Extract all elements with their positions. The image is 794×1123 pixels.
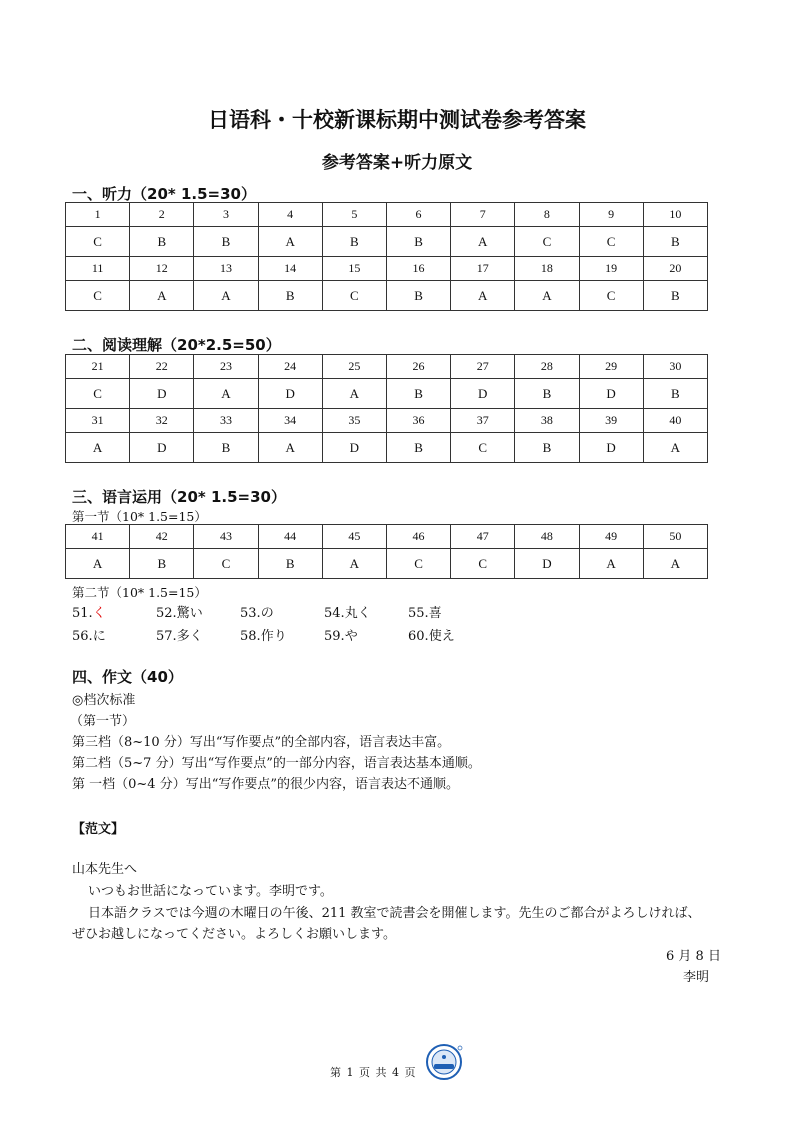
question-number-cell: 1 — [66, 203, 130, 227]
answer-cell: B — [386, 227, 450, 257]
question-number-row — [66, 203, 708, 227]
answer-cell: D — [579, 379, 643, 409]
grade-line: 第 一档（0~4 分）写出“写作要点”的很少内容，语言表达不通顺。 — [72, 777, 459, 792]
question-number-cell: 48 — [515, 525, 579, 549]
question-number-cell: 26 — [386, 355, 450, 379]
question-number-cell: 47 — [451, 525, 515, 549]
fill-item: 60.使え — [408, 629, 455, 644]
answer-cell: B — [515, 433, 579, 463]
answer-cell: A — [451, 281, 515, 311]
question-number-cell: 12 — [130, 257, 194, 281]
answer-cell: A — [515, 281, 579, 311]
question-number-cell: 42 — [130, 525, 194, 549]
question-number-cell: 33 — [194, 409, 258, 433]
question-number-cell: 49 — [579, 525, 643, 549]
letter-line: 日本語クラスでは今週の木曜日の午後、211 教室で読書会を開催します。先生のご都合がよろしければ、 — [88, 906, 701, 921]
question-number-cell: 17 — [451, 257, 515, 281]
question-number-row — [66, 409, 708, 433]
answer-cell: D — [451, 379, 515, 409]
criteria-part-label: （第一节） — [70, 714, 136, 729]
letter-line: いつもお世話になっています。李明です。 — [88, 884, 333, 899]
answer-cell: D — [515, 549, 579, 579]
question-number-cell: 37 — [451, 409, 515, 433]
answer-cell: A — [322, 549, 386, 579]
answer-cell: B — [643, 281, 707, 311]
answer-cell: A — [194, 379, 258, 409]
answer-cell: C — [451, 433, 515, 463]
question-number-cell: 23 — [194, 355, 258, 379]
answer-cell: D — [130, 379, 194, 409]
question-number-cell: 14 — [258, 257, 322, 281]
answer-cell: A — [66, 549, 130, 579]
question-number-cell: 11 — [66, 257, 130, 281]
document-subtitle: 参考答案+听力原文 — [321, 153, 473, 173]
answer-cell: A — [194, 281, 258, 311]
fill-item: 59.や — [324, 629, 358, 644]
section3-part1-label: 第一节（10* 1.5=15） — [72, 509, 207, 524]
answer-cell: C — [386, 549, 450, 579]
question-number-cell: 7 — [451, 203, 515, 227]
answer-cell: B — [322, 227, 386, 257]
page-number: 第 1 页 共 4 页 — [330, 1066, 417, 1079]
answer-cell: B — [515, 379, 579, 409]
question-number-cell: 8 — [515, 203, 579, 227]
fill-in-answers — [72, 602, 572, 648]
section-reading-heading: 二、阅读理解（20*2.5=50） — [72, 336, 281, 354]
criteria-label: ◎档次标准 — [72, 693, 136, 708]
answer-cell: B — [194, 227, 258, 257]
listening-answer-table — [65, 202, 708, 311]
question-number-row — [66, 525, 708, 549]
answer-row — [66, 227, 708, 257]
question-number-cell: 2 — [130, 203, 194, 227]
question-number-cell: 38 — [515, 409, 579, 433]
question-number-cell: 18 — [515, 257, 579, 281]
answer-cell: C — [66, 379, 130, 409]
answer-cell: B — [258, 549, 322, 579]
question-number-cell: 29 — [579, 355, 643, 379]
section-writing-heading: 四、作文（40） — [72, 668, 183, 686]
reading-answer-table — [65, 354, 708, 463]
answer-cell: B — [258, 281, 322, 311]
fill-item: 57.多く — [156, 629, 203, 644]
fill-item: 58.作り — [240, 629, 287, 644]
letter-greeting: 山本先生へ — [72, 862, 138, 877]
fill-item: 55.喜 — [408, 606, 442, 621]
answer-cell: A — [643, 549, 707, 579]
question-number-cell: 39 — [579, 409, 643, 433]
answer-cell: C — [66, 281, 130, 311]
answer-row — [66, 433, 708, 463]
section-language-heading: 三、语言运用（20* 1.5=30） — [72, 488, 286, 506]
question-number-cell: 16 — [386, 257, 450, 281]
answer-cell: B — [130, 227, 194, 257]
sample-essay-label: 【范文】 — [72, 822, 125, 837]
fill-item: 54.丸く — [324, 606, 371, 621]
letter-signature: 李明 — [683, 970, 710, 985]
answer-cell: C — [579, 281, 643, 311]
question-number-cell: 35 — [322, 409, 386, 433]
answer-cell: C — [194, 549, 258, 579]
question-number-cell: 46 — [386, 525, 450, 549]
answer-cell: D — [579, 433, 643, 463]
fill-row — [72, 625, 572, 648]
answer-cell: C — [579, 227, 643, 257]
answer-cell: C — [66, 227, 130, 257]
section3-part2-label: 第二节（10* 1.5=15） — [72, 585, 207, 600]
grade-line: 第二档（5~7 分）写出“写作要点”的一部分内容，语言表达基本通顺。 — [72, 756, 481, 771]
fill-item: 52.驚い — [156, 606, 203, 621]
question-number-row — [66, 257, 708, 281]
answer-cell: B — [643, 227, 707, 257]
question-number-cell: 5 — [322, 203, 386, 227]
question-number-cell: 40 — [643, 409, 707, 433]
question-number-row — [66, 355, 708, 379]
fill-item: 56.に — [72, 629, 106, 644]
question-number-cell: 6 — [386, 203, 450, 227]
question-number-cell: 22 — [130, 355, 194, 379]
answer-row — [66, 379, 708, 409]
document-title: 日语科・十校新课标期中测试卷参考答案 — [208, 108, 586, 132]
question-number-cell: 4 — [258, 203, 322, 227]
publisher-logo-icon — [424, 1042, 464, 1082]
letter-date: 6 月 8 日 — [666, 949, 721, 964]
question-number-cell: 10 — [643, 203, 707, 227]
answer-cell: A — [258, 227, 322, 257]
answer-cell: B — [643, 379, 707, 409]
answer-cell: A — [322, 379, 386, 409]
question-number-cell: 28 — [515, 355, 579, 379]
fill-row — [72, 602, 572, 625]
question-number-cell: 24 — [258, 355, 322, 379]
answer-cell: A — [643, 433, 707, 463]
answer-cell: B — [386, 379, 450, 409]
answer-cell: C — [515, 227, 579, 257]
answer-cell: B — [194, 433, 258, 463]
answer-cell: D — [258, 379, 322, 409]
question-number-cell: 20 — [643, 257, 707, 281]
answer-cell: A — [66, 433, 130, 463]
answer-row — [66, 549, 708, 579]
answer-cell: B — [386, 433, 450, 463]
question-number-cell: 34 — [258, 409, 322, 433]
question-number-cell: 43 — [194, 525, 258, 549]
language-answer-table — [65, 524, 708, 579]
question-number-cell: 27 — [451, 355, 515, 379]
question-number-cell: 41 — [66, 525, 130, 549]
answer-cell: C — [322, 281, 386, 311]
section-listening-heading: 一、听力（20* 1.5=30） — [72, 185, 256, 203]
question-number-cell: 30 — [643, 355, 707, 379]
answer-cell: A — [451, 227, 515, 257]
question-number-cell: 31 — [66, 409, 130, 433]
question-number-cell: 25 — [322, 355, 386, 379]
question-number-cell: 50 — [643, 525, 707, 549]
question-number-cell: 45 — [322, 525, 386, 549]
question-number-cell: 32 — [130, 409, 194, 433]
question-number-cell: 13 — [194, 257, 258, 281]
answer-cell: A — [579, 549, 643, 579]
answer-cell: B — [130, 549, 194, 579]
letter-line: ぜひお越しになってください。よろしくお願いします。 — [72, 927, 396, 942]
question-number-cell: 3 — [194, 203, 258, 227]
answer-cell: A — [130, 281, 194, 311]
question-number-cell: 36 — [386, 409, 450, 433]
fill-item: 53.の — [240, 606, 274, 621]
question-number-cell: 19 — [579, 257, 643, 281]
fill-item: 51.く — [72, 606, 106, 621]
question-number-cell: 21 — [66, 355, 130, 379]
question-number-cell: 44 — [258, 525, 322, 549]
answer-cell: D — [130, 433, 194, 463]
answer-cell: D — [322, 433, 386, 463]
answer-cell: C — [451, 549, 515, 579]
grade-line: 第三档（8~10 分）写出“写作要点”的全部内容，语言表达丰富。 — [72, 735, 451, 750]
question-number-cell: 15 — [322, 257, 386, 281]
answer-cell: A — [258, 433, 322, 463]
question-number-cell: 9 — [579, 203, 643, 227]
answer-row — [66, 281, 708, 311]
answer-cell: B — [386, 281, 450, 311]
